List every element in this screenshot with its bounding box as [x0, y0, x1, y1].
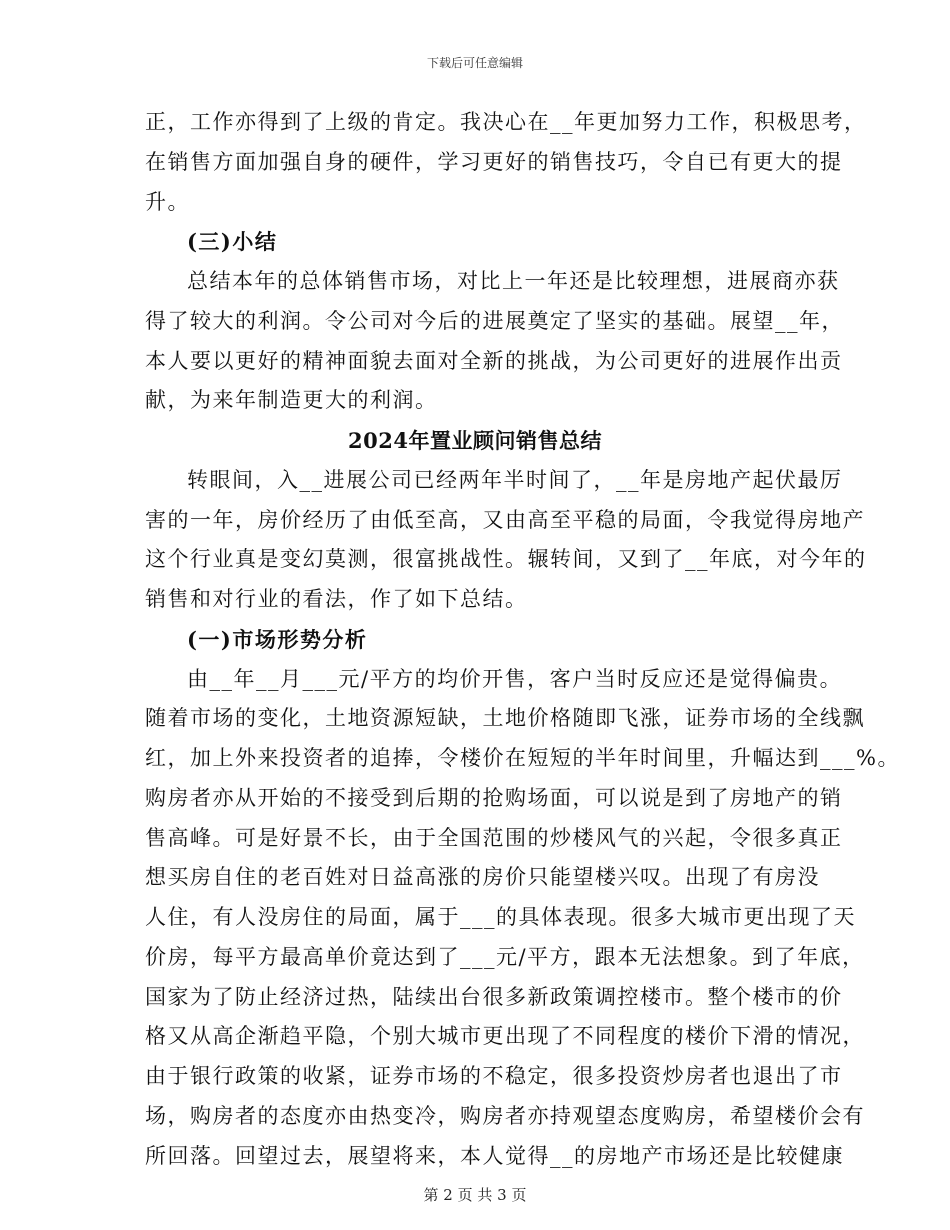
- section-heading-summary: (三)小结: [187, 229, 278, 255]
- body-line: 随着市场的变化，土地资源短缺，土地价格随即飞涨，证券市场的全线飘: [145, 706, 865, 731]
- document-body: [145, 103, 900, 1176]
- body-line: 国家为了防止经济过热，陆续出台很多新政策调控楼市。整个楼市的价: [145, 984, 843, 1009]
- body-line: 购房者亦从开始的不接受到后期的抢购场面，可以说是到了房地产的销: [145, 785, 843, 810]
- body-line: 正，工作亦得到了上级的肯定。我决心在__年更加努力工作，积极思考，: [145, 110, 867, 134]
- body-line: 价房，每平方最高单价竟达到了___元/平方，跟本无法想象。到了年底，: [145, 944, 865, 969]
- body-line: 在销售方面加强自身的硬件，学习更好的销售技巧，令自已有更大的提: [145, 149, 843, 174]
- body-line: 场，购房者的态度亦由热变冷，购房者亦持观望态度购房，希望楼价会有: [145, 1103, 865, 1128]
- body-line: 人住，有人没房住的局面，属于___的具体表现。很多大城市更出现了天: [145, 905, 856, 929]
- body-line: 献，为来年制造更大的利润。: [145, 388, 438, 413]
- body-line: 总结本年的总体销售市场，对比上一年还是比较理想，进展商亦获: [187, 269, 840, 293]
- body-line: 升。: [145, 189, 190, 214]
- body-line: 销售和对行业的看法，作了如下总结。: [145, 587, 528, 611]
- body-line: 由于银行政策的收紧，证券市场的不稳定，很多投资炒房者也退出了市: [145, 1064, 843, 1088]
- body-line: 红，加上外来投资者的追捧，令楼价在短短的半年时间里，升幅达到___%。: [145, 746, 900, 770]
- body-line: 害的一年，房价经历了由低至高，又由高至平稳的局面，令我觉得房地产: [145, 507, 865, 532]
- body-line: 由__年__月___元/平方的均价开售，客户当时反应还是觉得偏贵。: [187, 666, 843, 691]
- body-line: 得了较大的利润。令公司对今后的进展奠定了坚实的基础。展望__年，: [145, 308, 844, 333]
- body-line: 想买房自住的老百姓对日益高涨的房价只能望楼兴叹。出现了有房没: [145, 865, 820, 890]
- body-line: 所回落。回望过去，展望将来，本人觉得__的房地产市场还是比较健康: [145, 1143, 844, 1168]
- document-title: 2024年置业顾问销售总结: [348, 428, 602, 453]
- body-line: 转眼间，入__进展公司已经两年半时间了，__年是房地产起伏最厉: [187, 467, 843, 492]
- page-header: 下载后可任意编辑: [426, 56, 523, 70]
- body-line: 这个行业真是变幻莫测，很富挑战性。辗转间，又到了__年底，对今年的: [145, 547, 867, 572]
- section-heading-market-analysis: (一)市场形势分析: [187, 626, 368, 652]
- body-line: 格又从高企渐趋平隐，个别大城市更出现了不同程度的楼价下滑的情况，: [145, 1024, 865, 1049]
- body-line: 本人要以更好的精神面貌去面对全新的挑战，为公司更好的进展作出贡: [145, 348, 843, 373]
- page-footer: 第 2 页 共 3 页: [423, 1186, 527, 1204]
- body-line: 售高峰。可是好景不长，由于全国范围的炒楼风气的兴起，令很多真正: [145, 825, 843, 850]
